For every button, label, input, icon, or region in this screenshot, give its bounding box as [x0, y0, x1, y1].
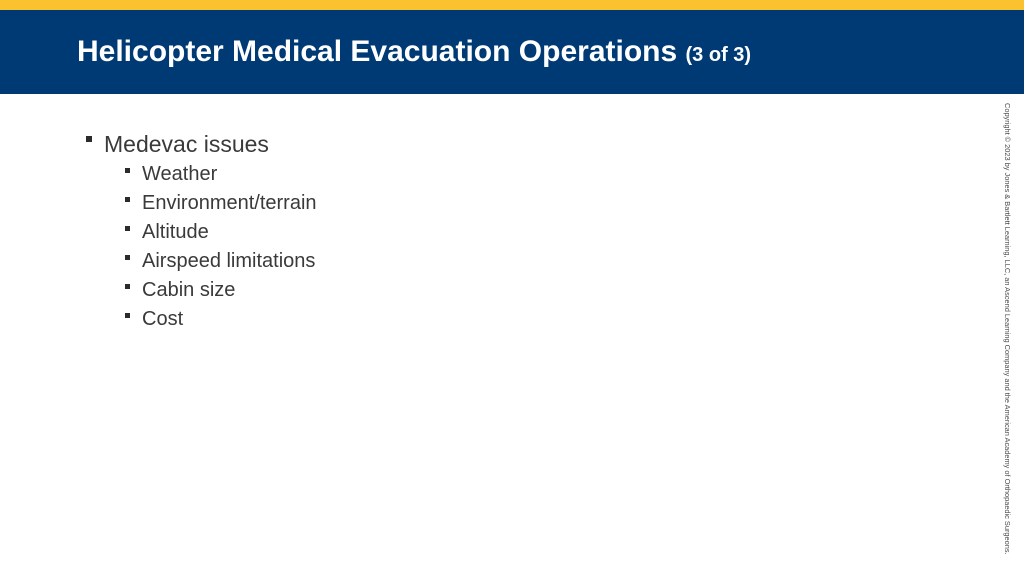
- square-bullet-icon: [86, 136, 92, 142]
- sub-bullet-text: Altitude: [142, 221, 209, 243]
- square-bullet-icon: [125, 226, 130, 231]
- sub-bullet-text: Cabin size: [142, 279, 236, 301]
- sub-bullet-item: [86, 218, 946, 247]
- sub-bullet-item: [86, 305, 946, 334]
- sub-bullet-item: [86, 276, 946, 305]
- square-bullet-icon: [125, 255, 130, 260]
- square-bullet-icon: [125, 284, 130, 289]
- bullet-text: Medevac issues: [104, 130, 269, 157]
- sub-bullet-list: [86, 160, 946, 334]
- accent-stripe: [0, 0, 1024, 10]
- bullet-item: [86, 128, 946, 160]
- square-bullet-icon: [125, 168, 130, 173]
- title-bar: [0, 10, 1024, 94]
- sub-bullet-text: Airspeed limitations: [142, 250, 316, 272]
- copyright-notice: Copyright © 2023 by Jones & Bartlett Learning, LLC, an Ascend Learning Company and the American Academy of Orthopaedic Surgeons.: [1003, 103, 1012, 555]
- sub-bullet-text: Weather: [142, 163, 218, 185]
- square-bullet-icon: [125, 197, 130, 202]
- square-bullet-icon: [125, 313, 130, 318]
- slide-title-text: Helicopter Medical Evacuation Operations: [77, 35, 678, 68]
- sub-bullet-item: [86, 160, 946, 189]
- sub-bullet-item: [86, 189, 946, 218]
- sub-bullet-text: Cost: [142, 308, 184, 330]
- sub-bullet-text: Environment/terrain: [142, 192, 317, 214]
- bullet-list: [86, 128, 946, 334]
- sub-bullet-item: [86, 247, 946, 276]
- slide-title-suffix: (3 of 3): [685, 44, 752, 66]
- slide-title: [77, 34, 751, 73]
